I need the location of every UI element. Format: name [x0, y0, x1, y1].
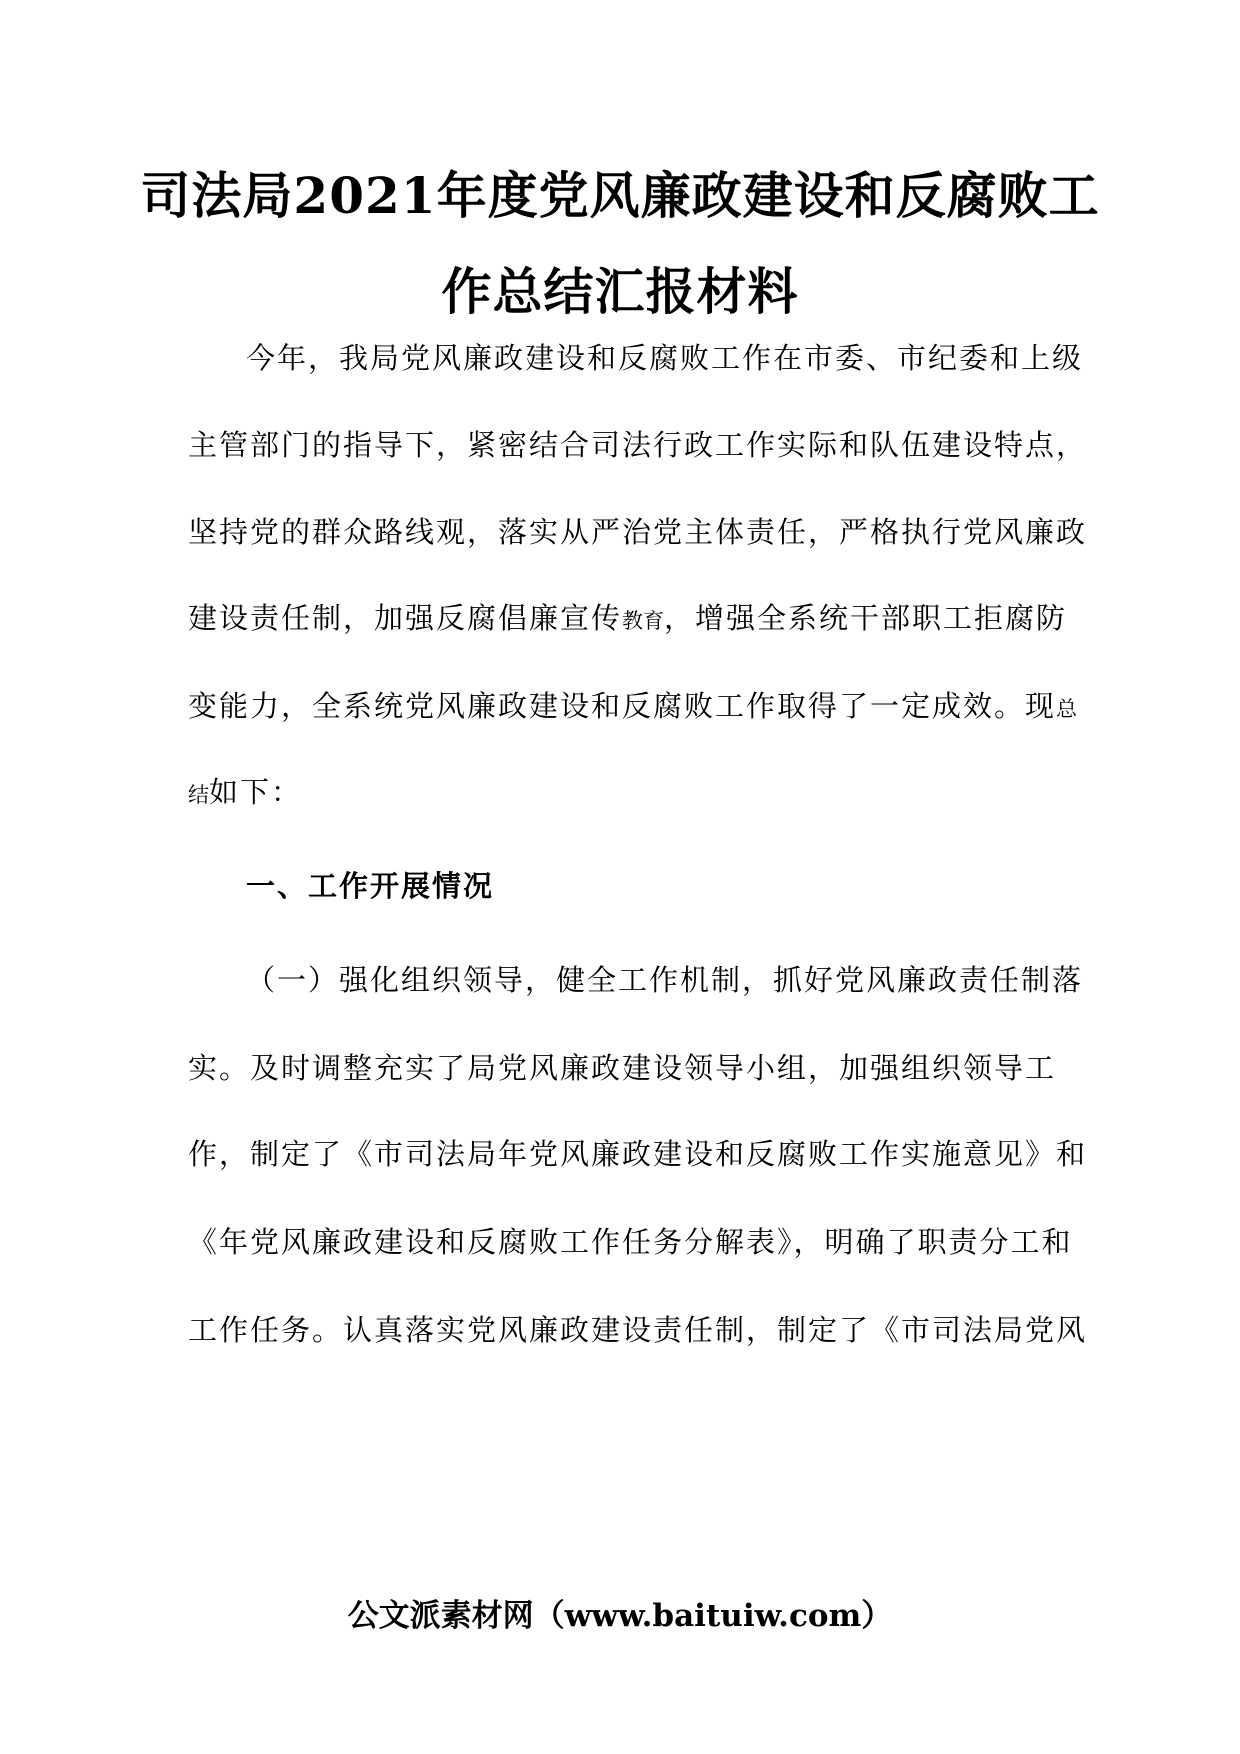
document-title-line-2: 作总结汇报材料 [441, 262, 799, 321]
text-run-small: 总 [1056, 697, 1078, 721]
text-run-small: 教育 [622, 609, 665, 633]
text-run: 如下： [209, 775, 303, 809]
paragraph-line: 《年党风廉政建设和反腐败工作任务分解表》，明确了职责分工和 [188, 1225, 1073, 1259]
paragraph-line: 实。及时调整充实了局党风廉政建设领导小组，加强组织领导工 [188, 1051, 1057, 1085]
paragraph-line: 作，制定了《市司法局年党风廉政建设和反腐败工作实施意见》和 [188, 1137, 1088, 1171]
document-title-line-1: 司法局2021年度党风廉政建设和反腐败工 [140, 166, 1100, 225]
section-heading: 一、工作开展情况 [246, 869, 495, 903]
text-run-small: 结 [188, 783, 209, 807]
text-run: 变能力，全系统党风廉政建设和反腐败工作取得了一定成效。现 [188, 689, 1057, 723]
paragraph-line [188, 772, 1048, 815]
paragraph-line: （一）强化组织领导，健全工作机制，抓好党风廉政责任制落 [246, 963, 1084, 997]
text-run: ，增强全系统干部职工拒腐防 [664, 601, 1068, 635]
paragraph-line: 主管部门的指导下，紧密结合司法行政工作实际和队伍建设特点， [188, 428, 1088, 462]
paragraph-line: 坚持党的群众路线观，落实从严治党主体责任，严格执行党风廉政 [188, 515, 1088, 549]
paragraph-line [188, 598, 1068, 641]
paragraph-line: 今年，我局党风廉政建设和反腐败工作在市委、市纪委和上级 [246, 341, 1084, 375]
paragraph-line: 工作任务。认真落实党风廉政建设责任制，制定了《市司法局党风 [188, 1313, 1088, 1347]
paragraph-line [188, 686, 1078, 729]
text-run: 建设责任制，加强反腐倡廉宣传 [188, 601, 623, 635]
footer-watermark: 公文派素材网（www.baituiw.com） [347, 1598, 893, 1634]
